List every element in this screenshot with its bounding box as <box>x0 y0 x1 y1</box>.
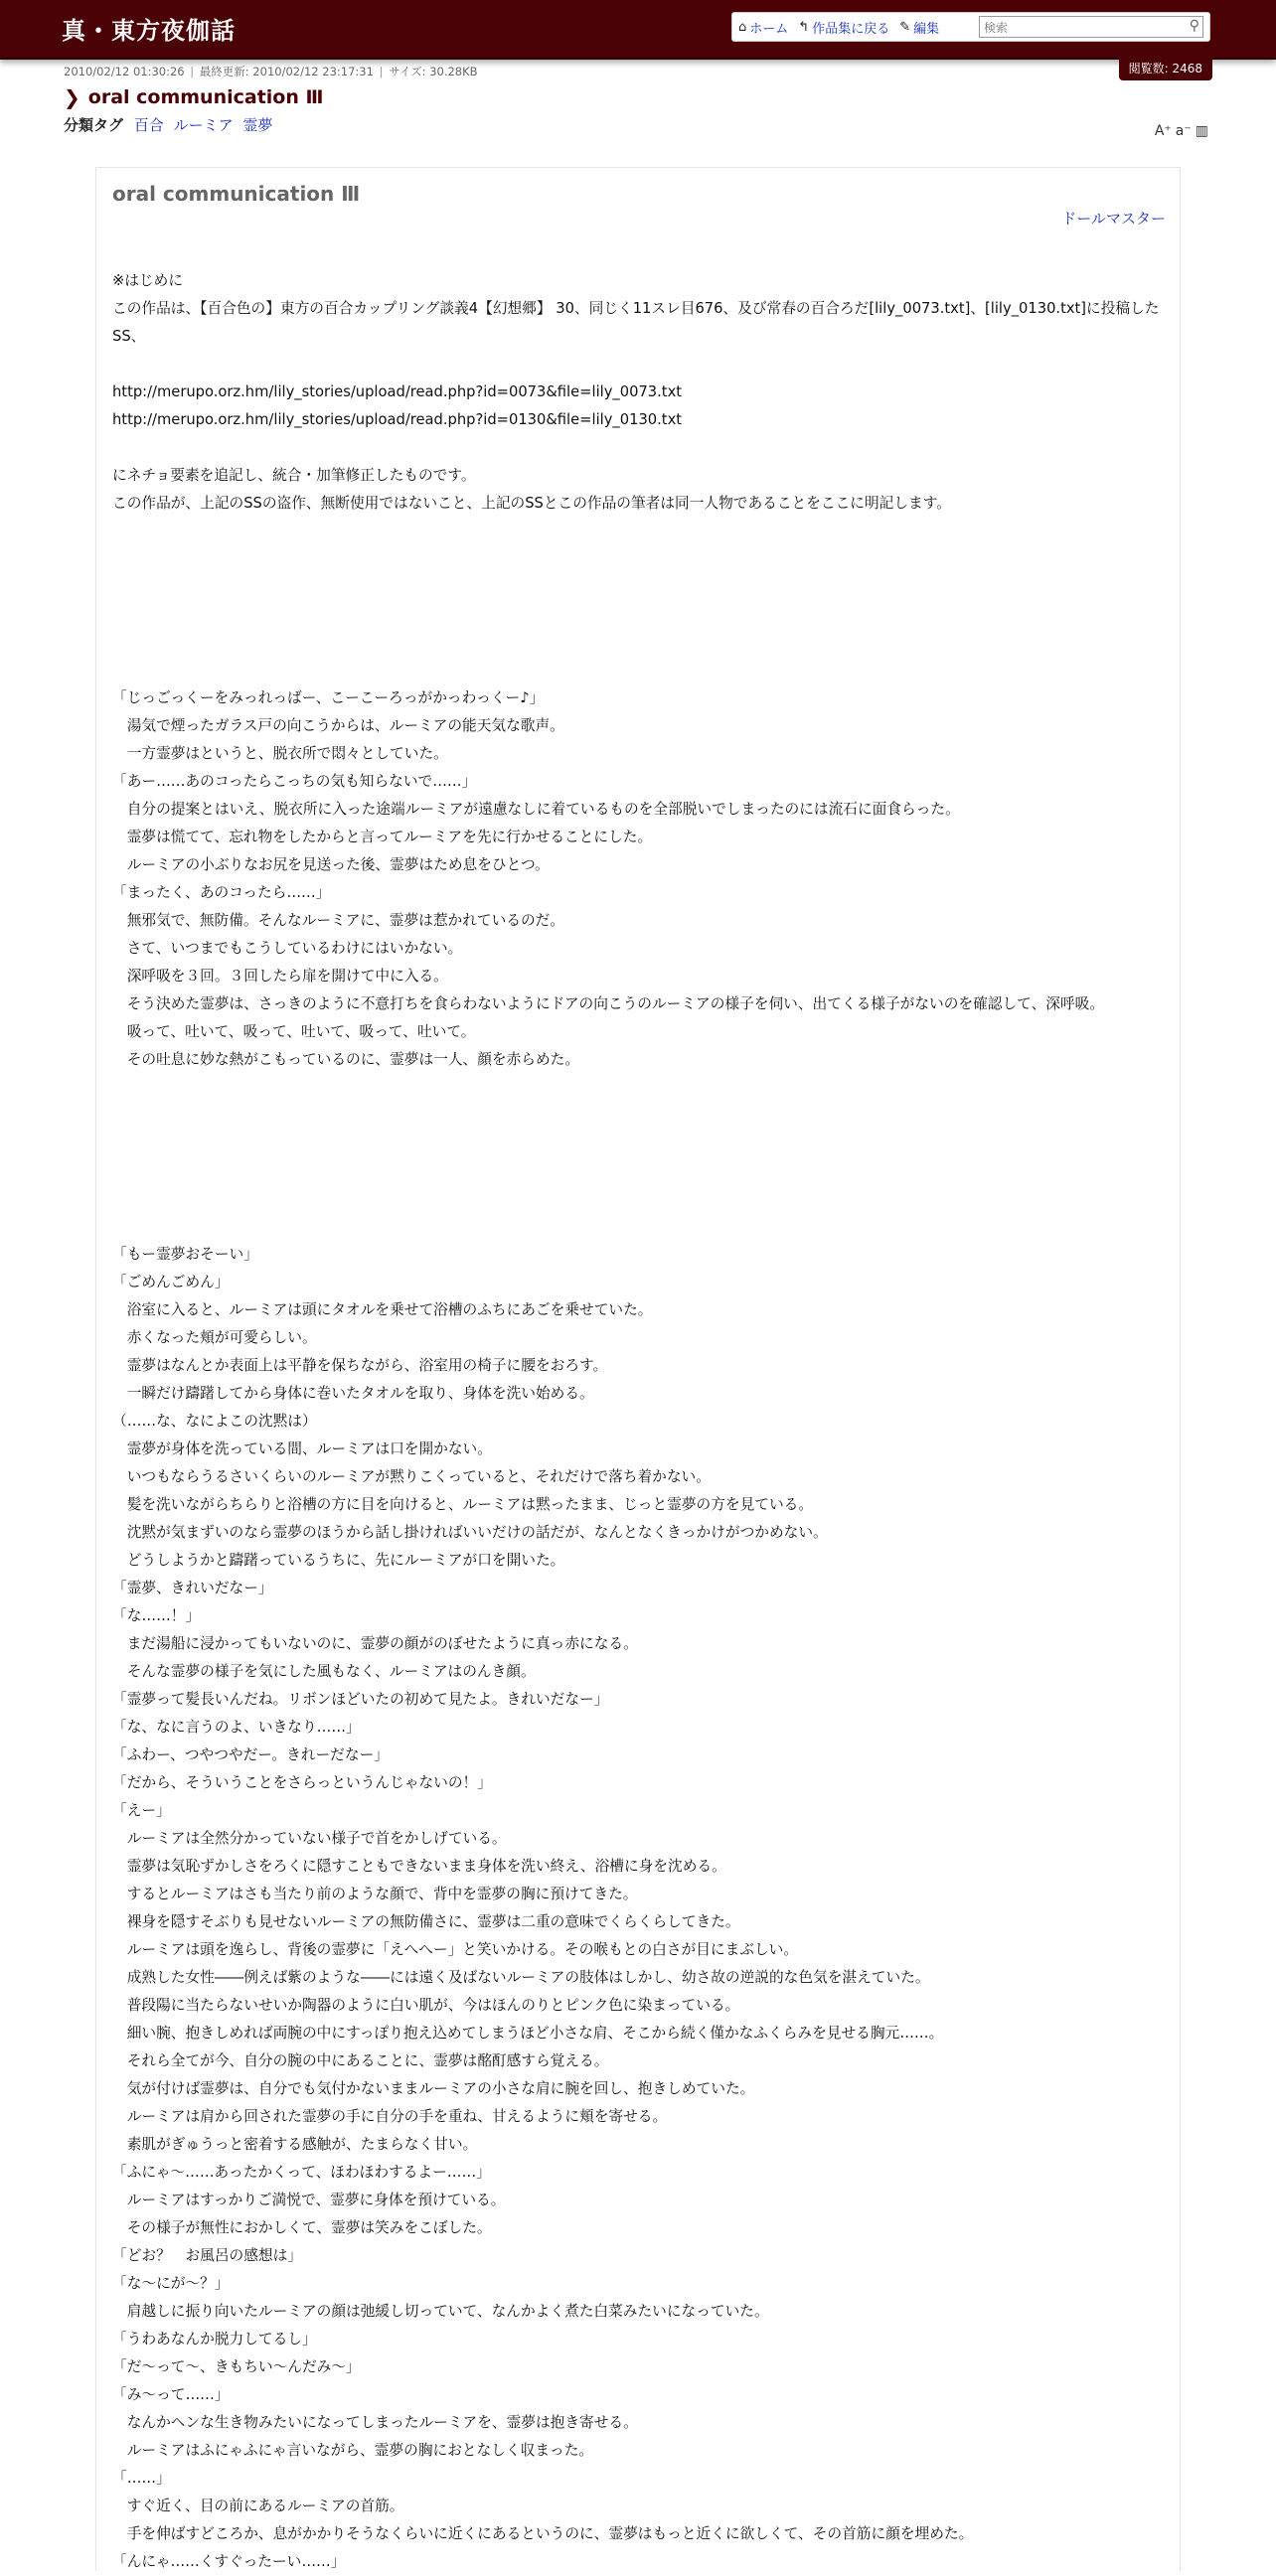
body-paragraph: ルーミアはすっかりご満悦で、霊夢に身体を預けている。 <box>112 2192 506 2208</box>
blank-line <box>112 434 1166 462</box>
body-paragraph: 赤くなった頬が可愛らしい。 <box>112 1329 317 1346</box>
view-count-badge: 閲覧数: 2468 <box>1119 56 1212 80</box>
body-paragraph: 吸って、吐いて、吸って、吐いて、吸って、吐いて。 <box>112 1023 476 1040</box>
tag-link[interactable]: ルーミア <box>173 116 234 134</box>
search-box <box>979 16 1203 38</box>
nav-bar <box>731 12 1210 42</box>
body-paragraph: 「えー」 <box>112 1802 171 1819</box>
body-paragraph: すぐ近く、目の前にあるルーミアの首筋。 <box>112 2498 404 2514</box>
file-size: サイズ: 30.28KB <box>389 65 478 78</box>
blank-line <box>112 1074 1166 1102</box>
body-paragraph: 霊夢は慌てて、忘れ物をしたからと言ってルーミアを先に行かせることにした。 <box>112 829 653 845</box>
body-paragraph: そんな霊夢の様子を気にした風もなく、ルーミアはのんき顔。 <box>112 1663 536 1680</box>
site-title[interactable]: 真・東方夜伽話 <box>62 17 236 45</box>
tag-row <box>64 114 277 135</box>
blank-line <box>112 1130 1166 1157</box>
body-paragraph: まだ湯船に浸かってもいないのに、霊夢の顔がのぼせたように真っ赤になる。 <box>112 1635 638 1652</box>
body-paragraph: 霊夢は気恥ずかしさをろくに隠すこともできないまま身体を洗い終え、浴槽に身を沈める。 <box>112 1858 726 1875</box>
font-smaller-icon[interactable]: a⁻ <box>1175 123 1192 139</box>
body-paragraph: どうしようかと躊躇っているうちに、先にルーミアが口を開いた。 <box>112 1552 565 1569</box>
blank-line <box>112 601 1166 629</box>
work-title: oral communication Ⅲ <box>87 86 324 108</box>
body-paragraph: 「だから、そういうことをさらっというんじゃないの！」 <box>112 1774 492 1791</box>
work-title-row <box>64 85 323 109</box>
body-paragraph: さて、いつまでもこうしているわけにはいかない。 <box>112 940 463 957</box>
article-panel <box>95 167 1181 2571</box>
body-paragraph: 霊夢が身体を洗っている間、ルーミアは口を開かない。 <box>112 1440 492 1457</box>
body-paragraph: 自分の提案とはいえ、脱衣所に入った途端ルーミアが遠慮なしに着ているものを全部脱いでしまったのには流石に面食らった。 <box>112 801 960 818</box>
body-paragraph: 「ふわー、つやつやだー。きれーだなー」 <box>112 1746 389 1763</box>
body-paragraph: ルーミアは頭を逸らし、背後の霊夢に「えへへー」と笑いかける。その喉もとの白さが目にまぶしい。 <box>112 1941 799 1958</box>
blank-line <box>112 573 1166 601</box>
body-paragraph: 素肌がぎゅうっと密着する感触が、たまらなく甘い。 <box>112 2136 478 2153</box>
blank-line <box>112 1157 1166 1185</box>
body-paragraph: 「な……！」 <box>112 1607 201 1624</box>
body-paragraph: 「じっごっくーをみっれっばー、こーこーろっがかっわっくー♪」 <box>112 689 545 706</box>
home-icon: ⌂ <box>738 19 747 35</box>
body-paragraph: 「な～にが～？」 <box>112 2275 230 2292</box>
back-link-label: 作品集に戻る <box>812 21 890 37</box>
body-paragraph: 一方霊夢はというと、脱衣所で悶々としていた。 <box>112 745 448 762</box>
blank-line <box>112 351 1166 379</box>
body-paragraph: その様子が無性におかしくて、霊夢は笑みをこぼした。 <box>112 2219 492 2236</box>
body-paragraph: 肩越しに振り向いたルーミアの顔は弛緩し切っていて、なんかよく煮た白菜みたいになっていた。 <box>112 2303 769 2320</box>
body-paragraph: 「まったく、あのコったら……」 <box>112 884 331 901</box>
body-paragraph: 「あー……あのコったらこっちの気も知らないで……」 <box>112 773 477 790</box>
blank-line <box>112 657 1166 684</box>
blank-line <box>112 518 1166 545</box>
body-paragraph: 気が付けば霊夢は、自分でも気付かないままルーミアの小さな肩に腕を回し、抱きしめていた。 <box>112 2080 755 2097</box>
font-larger-icon[interactable]: A⁺ <box>1154 123 1172 139</box>
tag-link[interactable]: 霊夢 <box>242 116 273 134</box>
body-paragraph: 手を伸ばすどころか、息がかかりそうなくらいに近くにあるというのに、霊夢はもっと近くに欲しくて、その首筋に顔を埋めた。 <box>112 2525 974 2542</box>
body-paragraph: 深呼吸を３回。３回したら扉を開けて中に入る。 <box>112 968 448 985</box>
article-body <box>112 267 1166 2576</box>
body-paragraph: いつもならうるさいくらいのルーミアが黙りこくっていると、それだけで落ち着かない。 <box>112 1468 711 1485</box>
text-size-tools <box>1151 123 1208 139</box>
meta-separator: | <box>375 65 388 78</box>
body-paragraph: （……な、なによこの沈黙は） <box>112 1413 317 1430</box>
body-paragraph: 裸身を隠すそぶりも見せないルーミアの無防備さに、霊夢は二重の意味でくらくらしてきた。 <box>112 1913 740 1930</box>
blank-line <box>112 1102 1166 1130</box>
blank-line <box>112 1213 1166 1241</box>
body-paragraph: ルーミアは全然分かっていない様子で首をかしげている。 <box>112 1830 507 1847</box>
body-paragraph: 無邪気で、無防備。そんなルーミアに、霊夢は惹かれているのだ。 <box>112 912 565 929</box>
created-date: 2010/02/12 01:30:26 <box>64 65 185 78</box>
pencil-icon: ✎ <box>899 19 911 35</box>
body-paragraph: 「霊夢、きれいだなー」 <box>112 1580 273 1596</box>
body-paragraph: 「もー霊夢おそーい」 <box>112 1246 258 1263</box>
body-paragraph: この作品が、上記のSSの盗作、無断使用ではないこと、上記のSSとこの作品の筆者は同一人物であることをここに明記します。 <box>112 495 951 512</box>
blank-line <box>112 629 1166 657</box>
body-paragraph: 沈黙が気まずいのなら霊夢のほうから話し掛ければいいだけの話だが、なんとなくきっかけがつかめない。 <box>112 1524 828 1541</box>
tag-label: 分類タグ <box>64 116 124 134</box>
body-paragraph: 「な、なに言うのよ、いきなり……」 <box>112 1719 361 1736</box>
search-input[interactable] <box>980 18 1183 38</box>
body-paragraph: 「んにゃ……くすぐったーい……」 <box>112 2553 346 2570</box>
search-icon[interactable]: ⚲ <box>1189 18 1199 34</box>
tag-link[interactable]: 百合 <box>133 116 164 134</box>
body-paragraph: この作品は、【百合色の】東方の百合カップリング談義4【幻想郷】 30、同じく11スレ目676、及び常春の百合ろだ[lily_0073.txt]、[lily_0130.txt]に投稿したSS、 <box>112 300 1160 345</box>
body-paragraph: 霊夢はなんとか表面上は平静を保ちながら、浴室用の椅子に腰をおろす。 <box>112 1357 608 1374</box>
home-link[interactable] <box>738 18 788 37</box>
body-paragraph: なんかヘンな生き物みたいになってしまったルーミアを、霊夢は抱き寄せる。 <box>112 2414 638 2431</box>
work-meta <box>64 64 478 79</box>
body-paragraph: それら全てが今、自分の腕の中にあることに、霊夢は酩酊感すら覚える。 <box>112 2052 609 2069</box>
body-paragraph: 湯気で煙ったガラス戸の向こうからは、ルーミアの能天気な歌声。 <box>112 717 564 734</box>
meta-separator: | <box>186 65 198 78</box>
home-link-label: ホーム <box>749 21 789 37</box>
back-to-collection-link[interactable] <box>798 18 889 37</box>
body-paragraph: 「ごめんごめん」 <box>112 1274 230 1290</box>
site-header <box>0 0 1276 60</box>
body-paragraph: ルーミアはふにゃふにゃ言いながら、霊夢の胸におとなしく収まった。 <box>112 2442 594 2459</box>
body-paragraph: 「……」 <box>112 2470 171 2487</box>
body-paragraph: 「だ～って～、きもちい～んだみ～」 <box>112 2358 361 2375</box>
article-title: oral communication Ⅲ <box>112 182 361 206</box>
edit-link-label: 編集 <box>913 21 940 37</box>
body-paragraph: 「み～って……」 <box>112 2386 230 2403</box>
edit-link[interactable] <box>899 18 939 37</box>
body-paragraph: http://merupo.orz.hm/lily_stories/upload/read.php?id=0073&file=lily_0073.txt <box>112 383 683 400</box>
return-arrow-icon: ↰ <box>798 19 810 35</box>
body-paragraph: その吐息に妙な熱がこもっているのに、霊夢は一人、顔を赤らめた。 <box>112 1051 580 1068</box>
body-paragraph: 「どお？ お風呂の感想は」 <box>112 2247 302 2264</box>
body-paragraph: 髪を洗いながらちらりと浴槽の方に目を向けると、ルーミアは黙ったまま、じっと霊夢の方を見ている。 <box>112 1496 814 1513</box>
body-paragraph: ルーミアの小ぶりなお尻を見送った後、霊夢はため息をひとつ。 <box>112 856 550 873</box>
chevron-right-icon: ❯ <box>64 85 80 109</box>
body-paragraph: 「ふにゃ～……あったかくって、ほわほわするよー……」 <box>112 2164 491 2181</box>
body-paragraph: にネチョ要素を追記し、統合・加筆修正したものです。 <box>112 467 476 484</box>
body-paragraph: 細い腕、抱きしめれば両腕の中にすっぽり抱え込めてしまうほど小さな肩、そこから続く僅かなふくらみを見せる胸元……。 <box>112 2025 944 2042</box>
body-paragraph: 成熟した女性――例えば紫のような――には遠く及ばないルーミアの肢体はしかし、幼さ故の逆説的な色気を湛えていた。 <box>112 1969 930 1986</box>
layout-toggle-icon[interactable]: ▥ <box>1195 123 1208 139</box>
body-paragraph: するとルーミアはさも当たり前のような顔で、背中を霊夢の胸に預けてきた。 <box>112 1886 638 1902</box>
body-paragraph: ルーミアは肩から回された霊夢の手に自分の手を重ね、甘えるように頬を寄せる。 <box>112 2108 668 2125</box>
body-paragraph: http://merupo.orz.hm/lily_stories/upload/read.php?id=0130&file=lily_0130.txt <box>112 411 683 428</box>
blank-line <box>112 1185 1166 1213</box>
body-paragraph: 一瞬だけ躊躇してから身体に巻いたタオルを取り、身体を洗い始める。 <box>112 1385 594 1402</box>
updated-date: 最終更新: 2010/02/12 23:17:31 <box>199 65 374 78</box>
body-paragraph: 普段陽に当たらないせいか陶器のように白い肌が、今はほんのりとピンク色に染まっている。 <box>112 1997 740 2014</box>
body-paragraph: 「うわあなんか脱力してるし」 <box>112 2331 317 2348</box>
author-link[interactable]: ドールマスター <box>1061 210 1166 227</box>
body-paragraph: 「霊夢って髪長いんだね。リボンほどいたの初めて見たよ。きれいだなー」 <box>112 1691 609 1708</box>
body-paragraph: ※はじめに <box>112 272 184 289</box>
blank-line <box>112 545 1166 573</box>
body-paragraph: そう決めた霊夢は、さっきのように不意打ちを食らわないようにドアの向こうのルーミアの様子を伺い、出てくる様子がないのを確認して、深呼吸。 <box>112 995 1105 1012</box>
body-paragraph: 浴室に入ると、ルーミアは頭にタオルを乗せて浴槽のふちにあごを乗せていた。 <box>112 1301 653 1318</box>
